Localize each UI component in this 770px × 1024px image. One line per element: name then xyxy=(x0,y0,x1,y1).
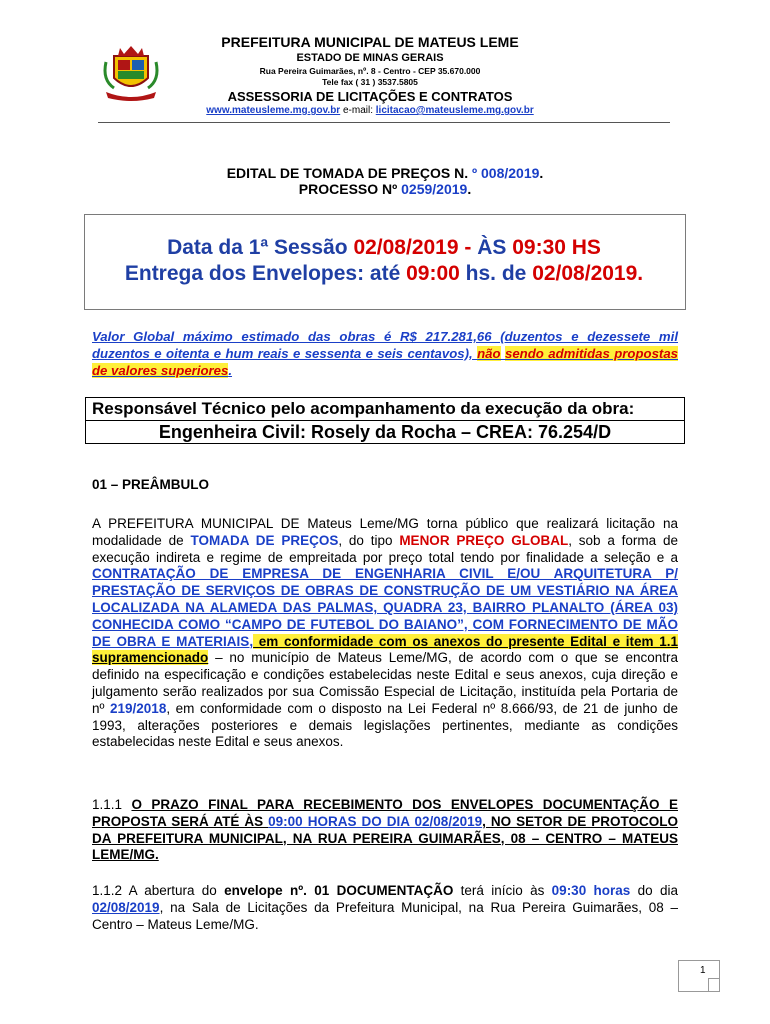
session-time: 09:30 HS xyxy=(512,236,601,259)
session-date-value: 02/08/2019 - xyxy=(353,236,478,259)
delivery-date: 02/08/2019 xyxy=(532,262,638,285)
p1-tipo: MENOR PREÇO GLOBAL xyxy=(399,532,569,548)
delivery-mid: hs. de xyxy=(459,262,533,285)
p1-modalidade: TOMADA DE PREÇOS xyxy=(190,532,339,548)
p3-time: 09:30 horas xyxy=(551,883,631,898)
delivery-label: Entrega dos Envelopes: até xyxy=(124,262,407,285)
p3-e: do dia xyxy=(630,883,678,898)
header-phone: Tele fax ( 31 ) 3537.5805 xyxy=(322,77,418,87)
processo-num: 0259/2019 xyxy=(401,181,468,197)
envelope-delivery xyxy=(84,262,684,286)
responsavel-table xyxy=(85,397,685,444)
p3-date: 02/08/2019 xyxy=(92,899,160,915)
p3-g: , na Sala de Licitações da Prefeitura Municipal, na Rua Pereira Guimarães, 08 – Centro – Mateus Leme/MG. xyxy=(92,899,678,932)
edital-number xyxy=(0,165,770,181)
valor-highlight-b: sendo admitidas propostas de valores superiores xyxy=(92,346,678,378)
valor-global xyxy=(92,328,678,379)
processo-end: . xyxy=(467,181,472,197)
website-link[interactable]: www.mateusleme.mg.gov.br xyxy=(206,105,341,116)
responsavel-label: Responsável Técnico pelo acompanhamento da execução da obra: xyxy=(86,398,685,421)
preambulo-paragraph xyxy=(92,516,678,751)
processo-label: PROCESSO Nº xyxy=(298,181,402,197)
header-state: ESTADO DE MINAS GERAIS xyxy=(296,52,444,64)
p1-c: , do tipo xyxy=(338,532,400,548)
p3-c: terá início às xyxy=(453,883,552,898)
edital-end: . xyxy=(539,165,544,181)
delivery-end: . xyxy=(637,262,644,285)
email-label: e-mail: xyxy=(340,105,376,116)
edital-sup: º xyxy=(471,165,478,181)
item-1-1-2 xyxy=(92,883,678,933)
p1-a: A PREFEITURA MUNICIPAL DE Mateus Leme/MG torna público que realizará licitação na modalidade de xyxy=(92,516,678,548)
session-as: ÀS xyxy=(477,236,513,259)
coat-of-arms-icon xyxy=(100,42,162,102)
session-label: Data da 1ª Sessão xyxy=(167,236,354,259)
valor-main: Valor Global máximo estimado das obras é R$ 217.281,66 (duzentos e dezessete mil duzentos e oitenta e hum reais e sessenta e seis centavos), xyxy=(92,329,678,361)
p2-num: 1.1.1 xyxy=(92,797,132,812)
page-fold-icon xyxy=(708,978,719,991)
responsavel-name: Engenheira Civil: Rosely da Rocha – CREA: 76.254/D xyxy=(86,421,685,444)
p2-c: , NO SETOR DE PROTOCOLO DA PREFEITURA MUNICIPAL, NA RUA PEREIRA GUIMARÃES, 08 – CENTRO – MATEUS LEME/MG. xyxy=(92,813,678,863)
page-number: 1 xyxy=(700,965,706,976)
header-department: ASSESSORIA DE LICITAÇÕES E CONTRATOS xyxy=(227,89,513,104)
processo-number xyxy=(0,181,770,197)
session-date xyxy=(84,236,684,260)
p1-e: , sob a forma de execução indireta e regime de empreitada por preço total tendo por finalidade a seleção e a xyxy=(92,532,678,565)
p1-j: , em conformidade com o disposto na Lei Federal nº 8.666/93, de 21 de junho de 1993, alterações posteriores e demais legislações pertinentes, mediante as condições estabelecidas neste Edital e seus anexos. xyxy=(92,700,678,750)
header-divider xyxy=(98,122,670,123)
p1-portaria: 219/2018 xyxy=(110,700,167,716)
delivery-time: 09:00 xyxy=(406,262,460,285)
p1-conformidade: em conformidade com os anexos do presente Edital e item 1.1 supramencionado xyxy=(92,633,679,666)
section-title: 01 – PREÂMBULO xyxy=(92,477,210,492)
p2-a: O PRAZO FINAL PARA RECEBIMENTO DOS ENVELOPES DOCUMENTAÇÃO E PROPOSTA SERÁ ATÉ ÀS xyxy=(92,797,678,829)
header-title: PREFEITURA MUNICIPAL DE MATEUS LEME xyxy=(221,34,519,50)
p1-objeto: CONTRATAÇÃO DE EMPRESA DE ENGENHARIA CIVIL E/OU ARQUITETURA P/ PRESTAÇÃO DE SERVIÇOS DE OBRAS DE CONSTRUÇÃO DE UM VESTIÁRIO NA ÁREA LOCALIZADA NA ALAMEDA DAS PALMAS, QUADRA 23, BAIRRO PLANALTO (ÁREA 03) CONHECIDA COMO “CAMPO DE FUTEBOL DO BAIANO”, COM FORNECIMENTO DE MÃO DE OBRA E MATERIAIS, xyxy=(92,566,678,649)
email-link[interactable]: licitacao@mateusleme.mg.gov.br xyxy=(375,105,534,116)
edital-label: EDITAL DE TOMADA DE PREÇOS N. xyxy=(226,165,472,181)
p3-envelope: envelope nº. 01 DOCUMENTAÇÃO xyxy=(224,883,454,898)
edital-num: 008/2019 xyxy=(477,165,540,181)
valor-end: . xyxy=(228,363,233,378)
header-address: Rua Pereira Guimarães, nº. 8 - Centro - CEP 35.670.000 xyxy=(259,66,481,76)
header-contacts xyxy=(180,105,560,116)
valor-highlight-a: não xyxy=(477,346,501,361)
p3-a: 1.1.2 A abertura do xyxy=(92,883,225,898)
item-1-1-1 xyxy=(92,797,678,864)
p1-h: – no município de Mateus Leme/MG, de acordo com o que se encontra definido na especificação e condições estabelecidas neste Edital e seus anexos, cuja direção e julgamento serão realizados por sua Comissão Especial de Licitação, instituída pela Portaria de nº xyxy=(92,650,678,716)
p2-b: 09:00 HORAS DO DIA 02/08/2019 xyxy=(268,813,483,829)
